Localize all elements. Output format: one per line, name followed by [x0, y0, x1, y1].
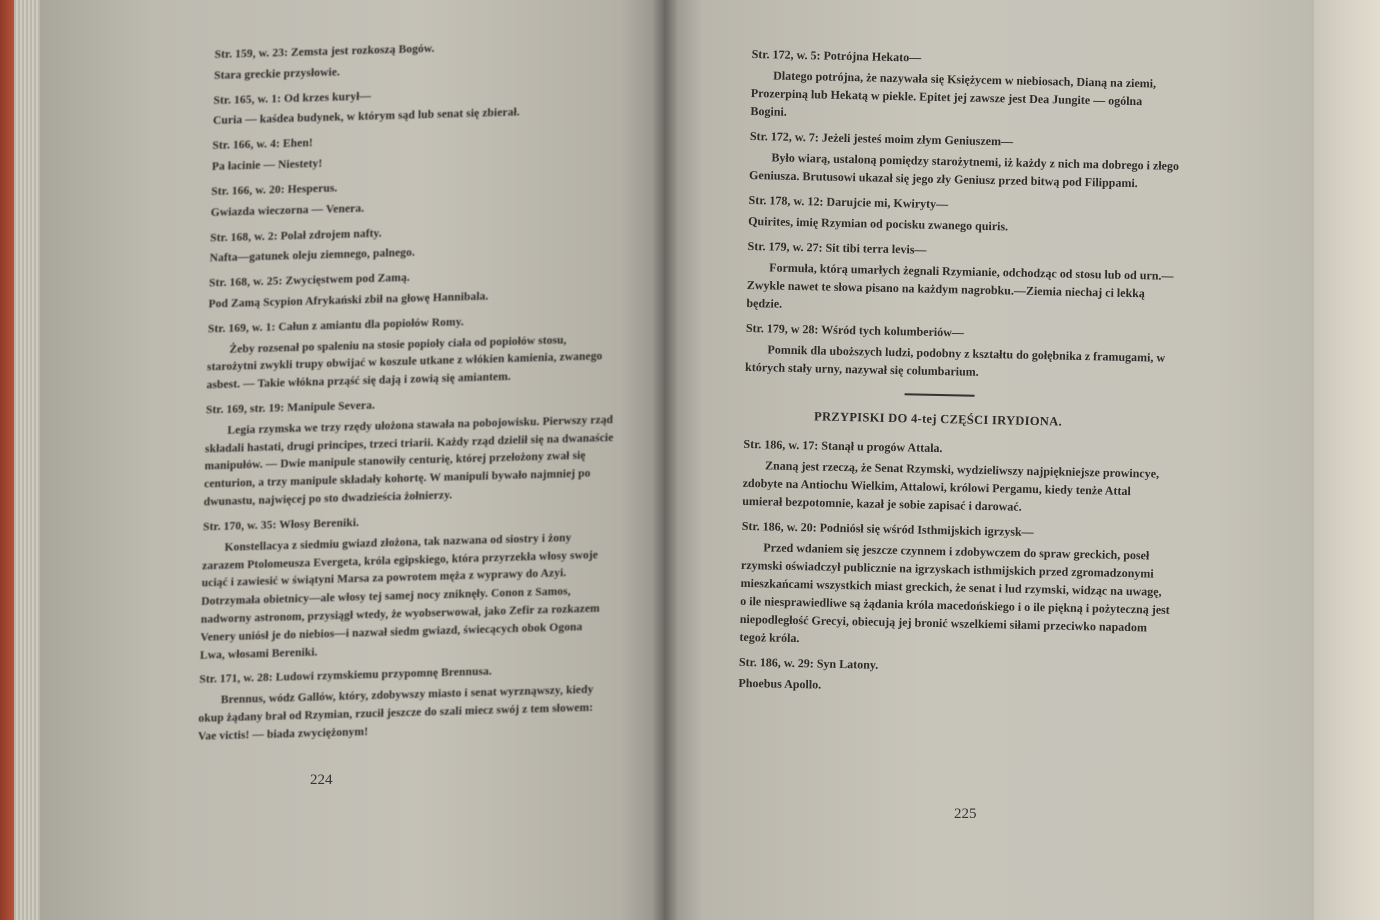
note-reference: Str. 171, w. 28: Ludowi rzymskiemu przypomnę Brennusa. — [199, 665, 492, 687]
note-reference: Str. 179, w 28: Wśród tych kolumberiów— — [745, 320, 965, 340]
note-reference: Str. 168, w. 2: Polał zdrojem nafty. — [210, 226, 382, 244]
note-reference: Str. 166, w. 20: Hesperus. — [211, 182, 338, 199]
note-reference: Str. 169, str. 19: Manipule Severa. — [205, 399, 376, 417]
book-gutter — [652, 0, 678, 920]
note-reference: Str. 159, w. 23: Zemsta jest rozkoszą Bogów. — [214, 42, 435, 62]
note-paragraph: Formuła, którą umarłych żegnali Rzymianie, odchodząc od stosu lub od urn.—Zwykle nawet te słowa pisano na każdym nagrobku.—Ziemia niechaj ci lekką będzie. — [746, 260, 1174, 311]
note-explanation: Gwiazda wieczorna — Venera. — [210, 202, 365, 219]
left-page — [40, 0, 670, 920]
note-paragraph: Żeby rozsenał po spaleniu na stosie popioły ciała od popiołów stosu, starożytni zwykli trupy obwijać w koszule utkane z włókien kamienia, zwanego asbest. — Takie włókna prząść się dają i zowią się amiantem. — [206, 333, 603, 392]
note-reference: Str. 168, w. 25: Zwycięstwem pod Zamą. — [208, 271, 410, 290]
note-paragraph: Brennus, wódz Gallów, który, zdobywszy miasto i senat wyrznąwszy, kiedy okup żądany brał od Rzymian, rzucił jeszcze do szali miecz swój z tem słowem: Vae victis! — biada zwyciężonym! — [197, 683, 594, 743]
note-explanation: Pod Zamą Scypion Afrykański zbił na głowę Hannibala. — [208, 290, 489, 311]
note-explanation: Nafta—gatunek oleju ziemnego, palnego. — [209, 246, 416, 265]
right-page-text — [738, 38, 1182, 701]
note-explanation: Phoebus Apollo. — [738, 675, 822, 692]
note-reference: Str. 166, w. 4: Ehen! — [212, 137, 313, 153]
note-reference: Str. 186, w. 20: Podniósł się wśród Isthmijskich igrzysk— — [741, 518, 1034, 539]
note-reference: Str. 186, w. 29: Syn Latony. — [738, 654, 879, 672]
note-paragraph: Konstellacya z siedmiu gwiazd złożona, tak nazwana od siostry i żony zarazem Ptolomeusza Evergeta, króla egipskiego, która przyrzekła włosy swoje uciąć i zawiesić w świątyni Marsa za powrotem męża z wyprawy do Azyi. Dotrzymała obietnicy—ale włosy tej samej nocy zniknęły. Conon z Samos, nadworny astronom, przysiągł wtedy, że wyobserwował, jako Zefir za rozkazem Venery uniósł je do niebios—i nazwał siedm gwiazd, świecących obok Ogona Lwa, włosami Bereniki. — [199, 531, 600, 662]
note-paragraph: Było wiarą, ustaloną pomiędzy starożytnemi, iż każdy z nich ma dobrego i złego Geniusza. Brutusowi ukazał się jego zły Geniusz przed bitwą pod Filippami. — [748, 150, 1180, 191]
note-explanation: Pa łacinie — Niestety! — [211, 158, 323, 174]
note-explanation: Curia — kaśdea budynek, w którym sąd lub senat się zbierał. — [212, 106, 520, 128]
note-reference: Str. 170, w. 35: Włosy Bereniki. — [202, 517, 360, 534]
note-reference: Str. 178, w. 12: Darujcie mi, Kwiryty— — [748, 192, 949, 212]
page-number: 225 — [954, 806, 977, 822]
note-reference: Str. 172, w. 7: Jeżeli jesteś moim złym Geniuszem— — [749, 128, 1014, 149]
note-reference: Str. 179, w. 27: Sit tibi terra levis— — [747, 238, 927, 257]
note-reference: Str. 165, w. 1: Od krzes kurył— — [213, 90, 372, 107]
note-paragraph: Pomnik dla uboższych ludzi, podobny z kształtu do gołębnika z framugami, w których stały urny, nazywał się columbarium. — [744, 342, 1166, 379]
section-divider — [905, 393, 975, 396]
note-reference: Str. 186, w. 17: Stanął u progów Attala. — [743, 436, 943, 455]
note-explanation: Stara greckie przysłowie. — [213, 66, 341, 82]
note-paragraph: Przed wdaniem się jeszcze czynnem i zdobywczem do spraw greckich, poseł rzymski oświadczył publicznie na igrzyskach isthmijskich przed zgromadzonymi mieszkańcami wszystkich miast greckich, że senat i lud rzymski, widząc na uwagę, o ile niesprawiedliwe są żądania króla macedońskiego i o ile piękną i pożyteczną jest niepodległość Grecyi, obiecują jej bronić wszelkiemi siłami przeciwko napadom tegoż króla. — [739, 540, 1170, 645]
page-number: 224 — [310, 772, 333, 788]
note-reference: Str. 169, w. 1: Całun z amiantu dla popiołów Romy. — [207, 315, 465, 336]
note-reference: Str. 172, w. 5: Potrójna Hekato— — [751, 46, 922, 65]
note-explanation: Quirites, imię Rzymian od pocisku zwanego quiris. — [748, 213, 1009, 234]
book-cover-right — [1310, 0, 1380, 920]
note-paragraph: Znaną jest rzeczą, że Senat Rzymski, wydzieliwszy najpiękniejsze prowincye, zdobyte na Antiochu Wielkim, Attalowi, królowi Pergamu, kiedy tenże Attal umierał bezpotomnie, kazał je sobie zapisać i darować. — [742, 458, 1160, 514]
left-page-text — [198, 29, 625, 747]
note-paragraph: Legia rzymska we trzy rzędy ułożona stawała na pobojowisku. Pierwszy rząd składali hastati, drugi principes, trzeci triarii. Każdy rząd dzielił się na dwanaście manipułów. — Dwie manipule stanowiły centurię, której przełożony zwał się centurion, a trzy manipule składały kohortę. W manipuli bywało najmniej po dwunastu, najwięcej po sto dwadzieścia żołnierzy. — [203, 413, 614, 509]
section-heading: PRZYPISKI DO 4-tej CZĘŚCI IRYDIONA. — [813, 409, 1063, 429]
note-paragraph: Dlatego potrójna, że nazywała się Księżycem w niebiosach, Dianą na ziemi, Prozerpiną lub Hekatą w piekle. Epitet jej zawsze jest Dea Jungite — ogólna Bogini. — [750, 68, 1157, 119]
right-page — [664, 0, 1314, 920]
